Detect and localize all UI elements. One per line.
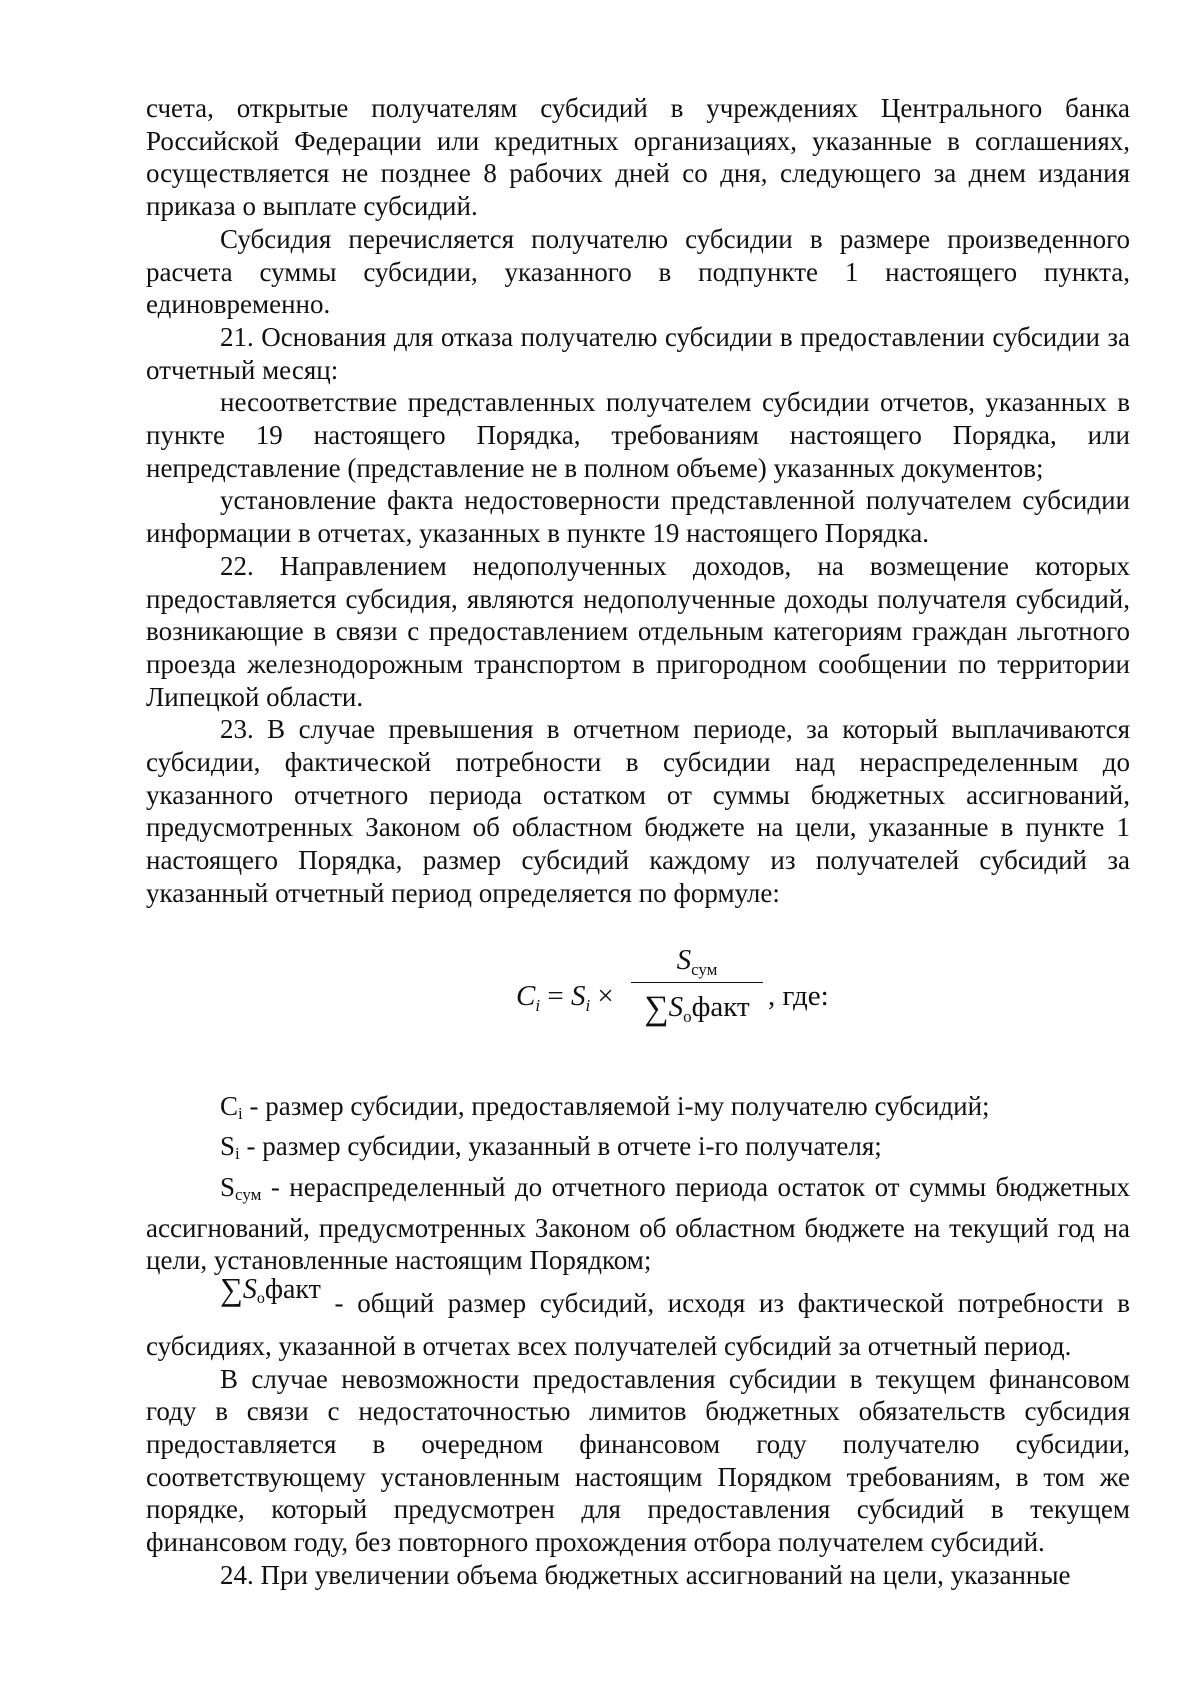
formula-fraction [631,940,763,1027]
definition-ssum: Sсум - нераспределенный до отчетного периода остаток от суммы бюджетных ассигнований, предусмотренных Законом об областном бюджете на текущий год на цели, установленные настоящим Порядком; [146,1171,1130,1276]
formula-where: , где: [768,979,829,1012]
document-body [146,92,1130,1591]
formula-lhs: $C_i = S_i$ × [516,979,614,1015]
sum-fact-term: $\sum S_офакт$ [220,1271,321,1308]
sum-icon: ∑ [644,989,669,1027]
paragraph-21-refusal-grounds: 21. Основания для отказа получателю субсидии в предоставлении субсидии за отчетный месяц: [146,321,1130,385]
paragraph-subsidy-transfer: Субсидия перечисляется получателю субсидии в размере произведенного расчета суммы субсидии, указанного в подпункте 1 настоящего пункта, единовременно. [146,223,1130,320]
sum-icon: ∑ [220,1271,243,1308]
paragraph-impossibility: В случае невозможности предоставления субсидии в текущем финансовом году в связи с недостаточностью лимитов бюджетных обязательств субсидия предоставляется в очередном финансовом году получателю субсидии, соответствующему установленным настоящим Порядком требованиям, в том же порядке, который предусмотрен для предоставления субсидий в текущем финансовом году, без повторного прохождения отбора получателем субсидий. [146,1363,1130,1558]
paragraph-23-excess-need: 23. В случае превышения в отчетном периоде, за который выплачиваются субсидии, фактической потребности в субсидии над нераспределенным до указанного отчетного периода остатком от суммы бюджетных ассигнований, предусмотренных Законом об областном бюджете на цели, указанные в пункте 1 настоящего Порядка, размер субсидий каждому из получателей субсидий за указанный отчетный период определяется по формуле: [146,714,1130,908]
definition-ci: Ci - размер субсидии, предоставляемой i-му получателю субсидий; [220,1090,990,1123]
paragraph-false-information: установление факта недостоверности представленной получателем субсидии информации в отчетах, указанных в пункте 19 настоящего Порядка. [146,485,1130,549]
formula-denominator: $\sum S_офакт$ [644,989,750,1027]
paragraph-24-increase: 24. При увеличении объема бюджетных ассигнований на цели, указанные [220,1559,1071,1590]
definition-si: Si - размер субсидии, указанный в отчете i-го получателя; [220,1131,882,1164]
definition-sum-fact: $\sum S_офакт$ - общий размер субсидий, исходя из фактической потребности в субсидиях, указанной в отчетах всех получателей субсидий за отчетный период. [146,1271,1130,1361]
fraction-bar [631,982,763,983]
paragraph-accounts: счета, открытые получателям субсидий в учреждениях Центрального банка Российской Федерации или кредитных организациях, указанные в соглашениях, осуществляется не позднее 8 рабочих дней со дня, следующего за днем издания приказа о выплате субсидий. [146,93,1130,222]
formula-numerator: $S_{сум}$ [676,943,718,979]
paragraph-22-lost-income: 22. Направлением недополученных доходов, на возмещение которых предоставляется субсидия, являются недополученные доходы получателя субсидий, возникающие в связи с предоставлением отдельным категориям граждан льготного проезда железнодорожным транспортом в пригородном сообщении по территории Липецкой области. [146,550,1130,712]
formula-block [146,940,1130,1058]
paragraph-mismatch-reports: несоответствие представленных получателем субсидии отчетов, указанных в пункте 19 настоящего Порядка, требованиям настоящего Порядка, или непредставление (представление не в полном объеме) указанных документов; [146,387,1130,483]
